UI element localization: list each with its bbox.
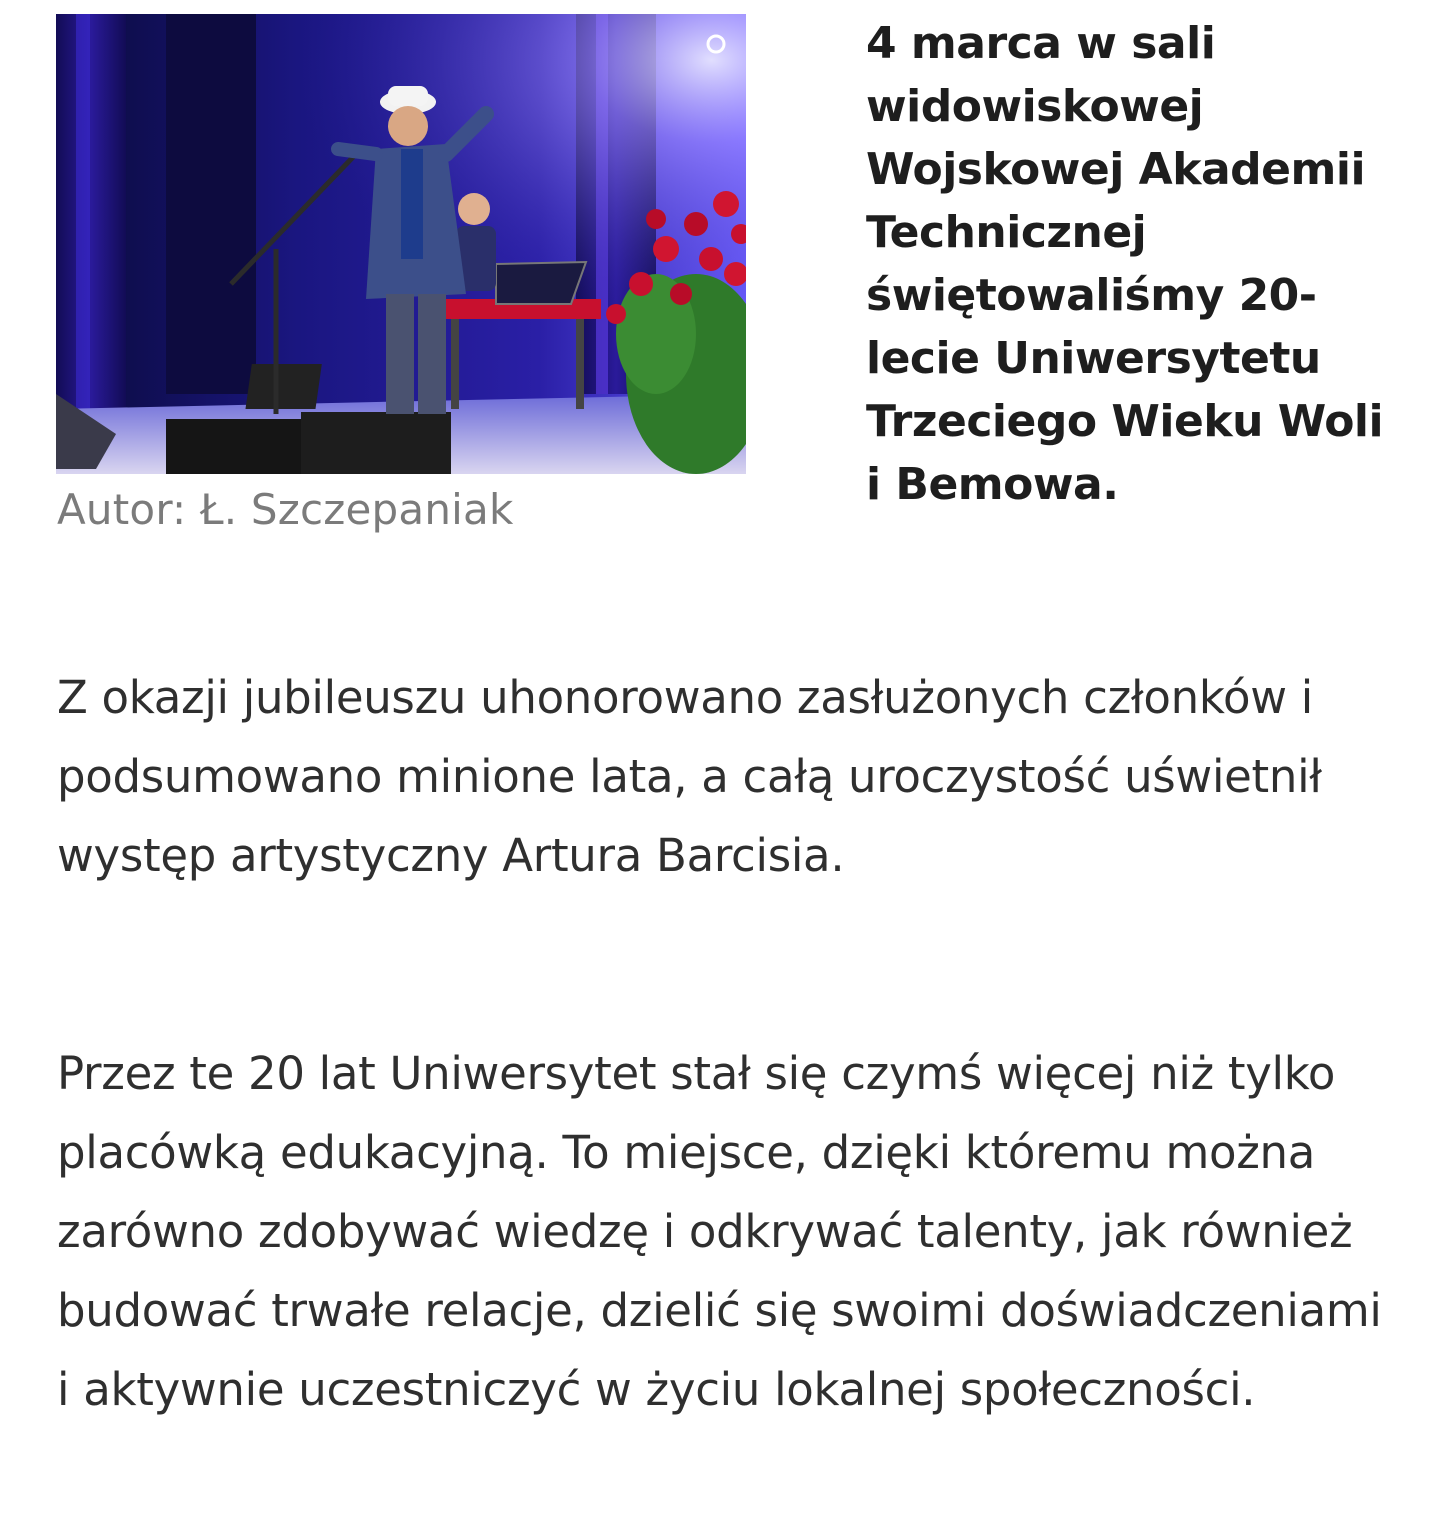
concert-photo-illustration (56, 14, 746, 474)
article-paragraph: Z okazji jubileuszu uhonorowano zasłużonych członków i podsumowano minione lata, a całą uroczystość uświetnił występ artystyczny Artura Barcisia. (57, 671, 1322, 882)
article-paragraph: Przez te 20 lat Uniwersytet stał się czymś więcej niż tylko placówką edukacyjną. To miejsce, dzięki któremu można zarówno zdobywać wiedzę i odkrywać talenty, jak również budować trwałe relacje, dzielić się swoimi doświadczeniami i aktywnie uczestniczyć w życiu lokalnej społeczności. (57, 1047, 1382, 1416)
article-lead: 4 marca w sali widowiskowej Wojskowej Akademii Technicznej świętowaliśmy 20-lecie Uniwersytetu Trzeciego Wieku Woli i Bemowa. (866, 18, 1384, 510)
article-photo[interactable] (56, 14, 746, 474)
photo-credit: Autor: Ł. Szczepaniak (57, 485, 514, 534)
